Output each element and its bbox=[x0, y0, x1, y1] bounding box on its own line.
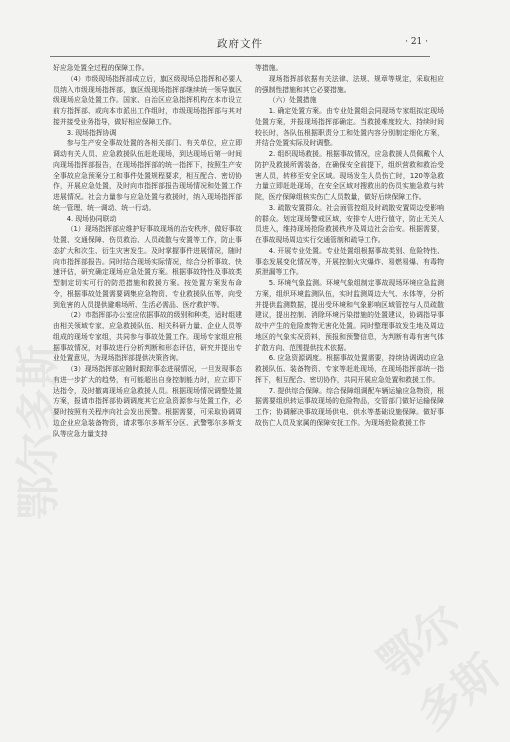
left-text-column bbox=[53, 63, 242, 663]
paragraph: 6. 应急资源调度。根据事故处置需要，持续协调调动应急救援队伍、装备物资、专家等赶赴现场，在现场指挥部统一指挥下，相互配合、密切协作，共同开展应急处置和救援工作。 bbox=[255, 354, 444, 384]
section-heading: 4. 现场协同联动 bbox=[66, 214, 117, 223]
paragraph: 好应急处置全过程的保障工作。 bbox=[53, 64, 149, 72]
paragraph: （1）现场指挥部应维护好事故现场的治安秩序，做好事故处置、交通保障、伤员救治、人员疏散与安置等工作，防止事态扩大和次生、衍生灾害发生。及时掌握事件进展情况，随时向市指挥部报告。同时结合现场实际情况，综合分析事故、快速评估，研究确定现场应急处置方案。根据事故特性及事故类型制定切实可行的防范措施和救援方案。按处置方案发布命令，根据事故处置需要调集应急物资、专业救援队伍等，向受到危害的人员提供避难场所、生活必需品、医疗救护等。 bbox=[53, 225, 242, 309]
paragraph: 2. 组织现场救援。根据事故情况，应急救援人员佩戴个人防护及救援所需装备，在确保安全前提下，组织营救和救治受害人员，转移至安全区域。现场发生人员伤亡时，120等急救力量立即赶赴现场，在安全区域对搜救出的伤员实施急救与转院，医疗保障组核实伤亡人员数量，做好后续保障工作。 bbox=[255, 150, 444, 201]
right-text-column bbox=[255, 63, 444, 663]
paragraph: （4）市级现场指挥部成立后，旗区级现场总指挥和必要人员纳入市级现场指挥部，旗区级现场指挥部继续统一领导旗区级现场应急处置工作。国家、自治区应急指挥机构在本市设立前方指挥部、或向本市派出工作组时，市级现场指挥部与其对接并接受业务指导，做好相应保障工作。 bbox=[53, 74, 242, 126]
watermark: 鄂尔多斯 bbox=[13, 344, 64, 520]
page-number: · 21 · bbox=[405, 37, 428, 47]
section-heading: 3. 现场指挥协调 bbox=[66, 128, 117, 137]
page-header bbox=[0, 0, 480, 62]
paragraph: 1. 确定处置方案。由专业处置组会同现场专家组拟定现场处置方案，并报现场指挥部确定。当救援难度较大、持续时间较长时，各队伍根据职责分工和处置内容分别制定细化方案，并结合处置实际及时调整。 bbox=[255, 107, 444, 148]
paragraph: 3. 疏散安置群众。社会面管控组及时疏散安置周边受影响的群众。划定现场警戒区域，安排专人进行值守，防止无关人员进入，维持现场抢险救援秩序及周边社会治安。根据需要，在事故现场周边实行交通管制和疏导工作。 bbox=[255, 203, 444, 244]
publication-title: 政府文件 bbox=[217, 38, 263, 50]
watermark: 鄂尔多斯 bbox=[368, 595, 509, 740]
paragraph: （2）市指挥部办公室应依据事故的级别和种类，适时组建由相关领域专家、应急救援队伍、相关科研力量、企业人员等组成的现场专家组，共同参与事故处置工作。现场专家组应根据事故情况，对事故进行分析判断和形态评估，研究并提出专业处置意见，为现场指挥部提供决策咨询。 bbox=[53, 311, 242, 363]
section-heading: （六）处置措施 bbox=[268, 96, 317, 105]
paragraph: （3）现场指挥部应随时跟踪事态进展情况，一旦发现事态有进一步扩大的趋势，有可能超出自身控制能力时，应立即下达指令，及时撤离现场应急救援人员。根据现场情况调整处置方案，报请市指挥部协调调度其它应急资源参与处置工作，必要时按照有关程序向社会发出预警。根据需要，可采取协调周边企业应急装备物资，请求鄂尔多斯军分区、武警鄂尔多斯支队等应急力量支持 bbox=[53, 365, 242, 438]
paragraph: 等措施。 bbox=[255, 64, 283, 72]
paragraph: 4. 开展专业处置。专业处置组根据事故类别、危险特性、事态发展变化情况等，开展控制火灾爆炸、易燃易爆、有毒物质泄漏等工作。 bbox=[255, 246, 444, 277]
paragraph: 5. 环境气象监测。环境气象组制定事故现场环境应急监测方案，组织环境监测队伍，实时监测周边大气、水体等，分析并提供监测数据，提出受环境和气象影响区域管控与人员疏散建议，提出控制、消除环境污染措施的处置建议，协调指导事故中产生的危险废物无害化处置。同时整理事故发生地及周边地区的气象实况资料，预报和预警信息，为判断有毒有害气体扩散方向、范围提供技术依据。 bbox=[255, 279, 444, 352]
header-divider bbox=[50, 56, 430, 57]
paragraph: 参与生产安全事故处置的各相关部门、有关单位，应立即调动有关人员、应急救援队伍赶赴现场，到达现场后第一时间向现场指挥部报告，在现场指挥部的统一指挥下，按照生产安全事故应急预案分工和事件处置规程要求，相互配合、密切协作，开展应急处置，及时向市指挥部报告现场情况和处置工作进展情况。社会力量参与应急处置与救援时，纳入现场指挥部统一管理、统一调动、统一行动。 bbox=[53, 139, 242, 212]
paragraph: 7. 提供综合保障。综合保障组调配车辆运输应急物资，根据需要组织转运事故现场的危险物品，交管部门做好运输保障工作；协调解决事故现场供电、供水等基础设施保障。做好事故伤亡人员及家属的保障安抚工作。为现场抢险救援工作 bbox=[255, 386, 444, 427]
paragraph: 现场指挥部依据有关法律、法规、规章等规定，采取相应的强制性措施和其它必要措施。 bbox=[255, 74, 444, 94]
